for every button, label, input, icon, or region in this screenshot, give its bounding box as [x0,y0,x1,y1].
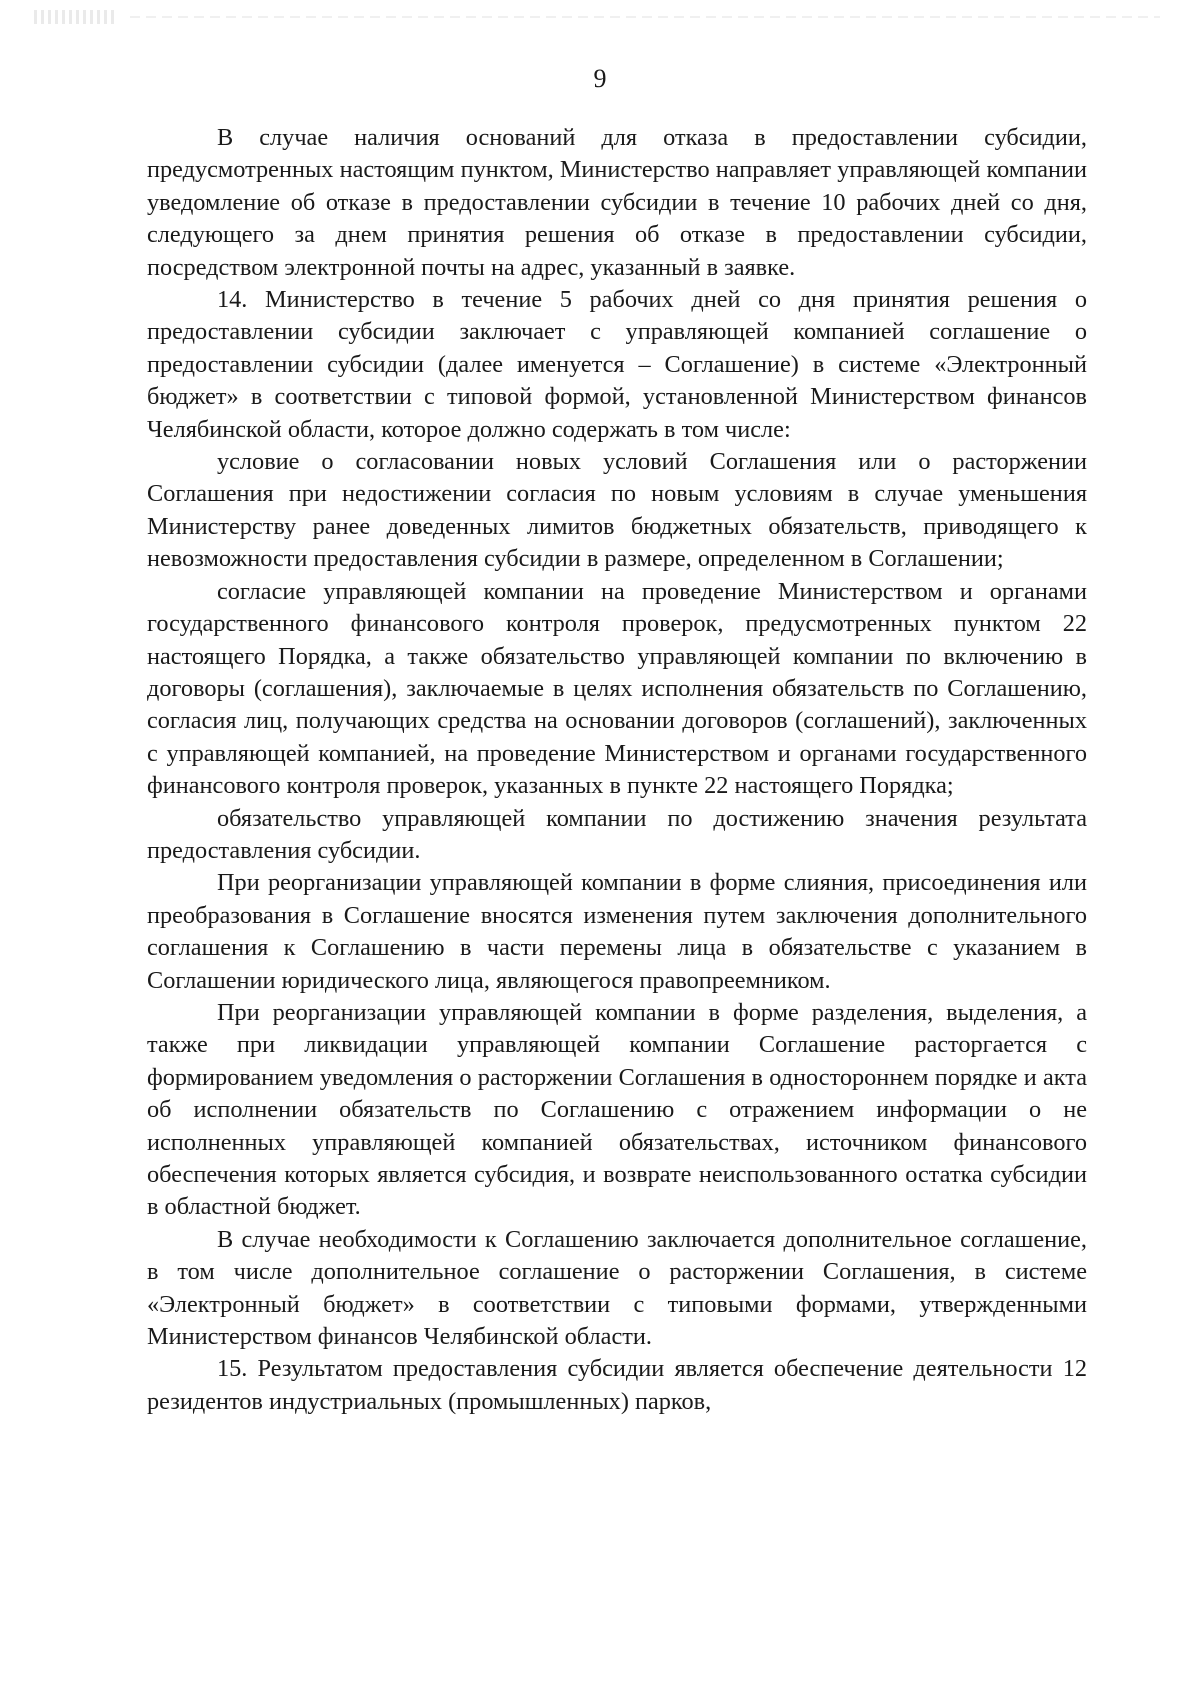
paragraph-additional-agreement: В случае необходимости к Соглашению заключается дополнительное соглашение, в том числе дополнительное соглашение о расторжении Соглашения, в системе «Электронный бюджет» в соответствии с типовыми формами, утвержденными Министерством финансов Челябинской области. [147,1225,1087,1351]
paragraph-obligation-result: обязательство управляющей компании по достижению значения результата предоставления субсидии. [147,804,1087,864]
document-body [147,122,1087,1418]
paragraph-reorganization-division: При реорганизации управляющей компании в форме разделения, выделения, а также при ликвидации управляющей компании Соглашение расторгается с формированием уведомления о расторжении Соглашения в одностороннем порядке и акта об исполнении обязательств по Соглашению с отражением информации о не исполненных управляющей компанией обязательствах, источником финансового обеспечения которых является субсидия, и возврате неиспользованного остатка субсидии в областной бюджет. [147,998,1087,1221]
paragraph-reorganization-merger: При реорганизации управляющей компании в форме слияния, присоединения или преобразования в Соглашение вносятся изменения путем заключения дополнительного соглашения к Соглашению в части перемены лица в обязательстве с указанием в Соглашении юридического лица, являющегося правопреемником. [147,869,1087,994]
paragraph-refusal-notice: В случае наличия оснований для отказа в предоставлении субсидии, предусмотренных настоящим пунктом, Министерство направляет управляющей компании уведомление об отказе в предоставлении субсидии в течение 10 рабочих дней со дня, следующего за днем принятия решения об отказе в предоставлении субсидии, посредством электронной почты на адрес, указанный в заявке. [147,124,1087,281]
paragraph-item-14: 14. Министерство в течение 5 рабочих дней со дня принятия решения о предоставлении субсидии заключает с управляющей компанией соглашение о предоставлении субсидии (далее именуется – Соглашение) в системе «Электронный бюджет» в соответствии с типовой формой, установленной Министерством финансов Челябинской области, которое должно содержать в том числе: [147,286,1087,443]
page-number: 9 [593,64,607,93]
paragraph-consent-inspections: согласие управляющей компании на проведение Министерством и органами государственного финансового контроля проверок, предусмотренных пунктом 22 настоящего Порядка, а также обязательство управляющей компании по включению в договоры (соглашения), заключаемые в целях исполнения обязательств по Соглашению, согласия лиц, получающих средства на основании договоров (соглашений), заключенных с управляющей компанией, на проведение Министерством и органами государственного финансового контроля проверок, указанных в пункте 22 настоящего Порядка; [147,577,1087,800]
scan-artifact [34,10,114,24]
paragraph-condition-limits: условие о согласовании новых условий Соглашения или о расторжении Соглашения при недостижении согласия по новым условиям в случае уменьшения Министерству ранее доведенных лимитов бюджетных обязательств, приводящего к невозможности предоставления субсидии в размере, определенном в Соглашении; [147,448,1087,573]
scan-artifact-line [130,16,1160,18]
paragraph-item-15: 15. Результатом предоставления субсидии является обеспечение деятельности 12 резидентов индустриальных (промышленных) парков, [147,1355,1087,1415]
